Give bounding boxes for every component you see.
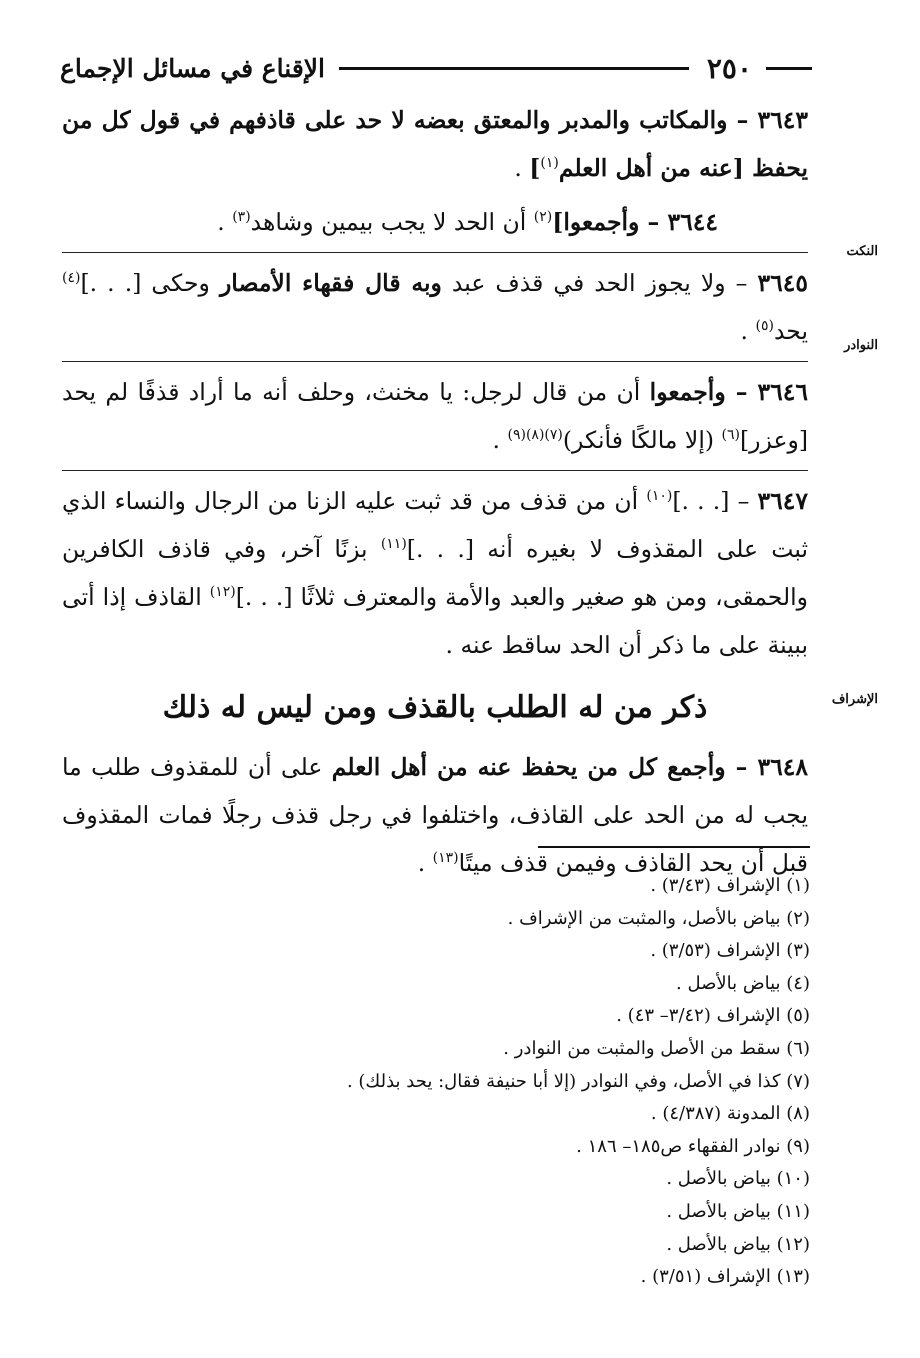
paragraph-bold-text: في قول كل من يحفظ [عنه من أهل العلم <box>62 106 808 182</box>
footnote: (١٢) بياض بالأصل . <box>666 1233 810 1255</box>
footnote-ref: (١٣) <box>432 850 459 867</box>
paragraph-bold-text: – وأجمع كل من يحفظ عنه من أهل العلم <box>331 753 758 781</box>
side-label-ishraf: الإشراف <box>831 692 878 707</box>
footnotes <box>250 870 810 1294</box>
paragraph-end: . <box>740 317 756 345</box>
paragraph-3643 <box>62 96 808 192</box>
footnote: (١٠) بياض بالأصل . <box>666 1168 810 1190</box>
paragraph-end: . <box>492 426 508 454</box>
paragraph-text: أن الحد لا يجب بيمين وشاهد <box>250 208 534 236</box>
paragraph-bold-text: وبه قال فقهاء الأمصار <box>219 269 442 297</box>
footnote-ref: (١) <box>540 155 559 172</box>
paragraph-number: ٣٦٤٧ <box>757 487 808 515</box>
page-number: ٢٥٠ <box>706 51 752 85</box>
footnote: (٩) نوادر الفقهاء ص١٨٥– ١٨٦ . <box>576 1135 810 1157</box>
main-text <box>62 96 808 893</box>
paragraph-3645 <box>62 259 808 355</box>
footnote-ref: (٧)(٨)(٩) <box>507 427 563 444</box>
footnote: (٨) المدونة (٤/٣٨٧) . <box>650 1103 810 1125</box>
side-label-nukat: النكت <box>846 244 878 259</box>
paragraph-end: . <box>217 208 233 236</box>
paragraph-number: ٣٦٤٨ <box>757 753 808 781</box>
paragraph-text: أن من قال لرجل: يا مخنث، وحلف أنه ما أراد قذفًا لم يحد [وعزر] <box>62 378 808 454</box>
footnote-ref: (٥) <box>755 318 774 335</box>
footnote-separator <box>538 846 810 848</box>
footnote-ref: (٦) <box>721 427 740 444</box>
paragraph-number: ٣٦٤٤ <box>667 208 718 236</box>
paragraph-bold-text: – وأجمعوا] <box>552 208 668 236</box>
paragraph-3647 <box>62 477 808 669</box>
footnote: (٣) الإشراف (٣/٥٣) . <box>650 940 810 962</box>
paragraph-rule <box>62 470 808 471</box>
header-dash <box>766 67 812 70</box>
paragraph-rule <box>62 361 808 362</box>
footnote: (١٣) الإشراف (٣/٥١) . <box>640 1266 810 1288</box>
footnote-ref: (١٠) <box>646 488 673 505</box>
footnote: (١١) بياض بالأصل . <box>666 1200 810 1222</box>
paragraph-end: . <box>514 154 530 182</box>
paragraph-text: – [. . .] <box>672 487 758 515</box>
paragraph-text: – ولا يجوز الحد في قذف عبد <box>441 269 758 297</box>
header-rule <box>339 67 689 70</box>
footnote: (٤) بياض بالأصل . <box>676 972 810 994</box>
paragraph-end: . <box>417 849 433 877</box>
paragraph-3648 <box>62 743 808 887</box>
footnote-ref: (٢) <box>533 209 553 226</box>
paragraph-text: أن من قذف من قد ثبت عليه الزنا من الرجال والنساء الذي ثبت على المقذوف لا بغيره أنه [. . .] <box>62 487 808 563</box>
paragraph-text: على أن للمقذوف طلب ما يجب له من الحد على القاذف، واختلفوا في رجل قذف رجلًا فمات المقذوف قبل أن يحد القاذف وفيمن قذف ميتًا <box>62 753 808 877</box>
paragraph-rule <box>62 252 808 253</box>
footnote: (٥) الإشراف (٣/٤٢– ٤٣) . <box>616 1005 810 1027</box>
paragraph-text: يحد <box>773 317 808 345</box>
paragraph-number: ٣٦٤٥ <box>757 269 808 297</box>
footnote: (٧) كذا في الأصل، وفي النوادر (إلا أبا حنيفة فقال: يحد بذلك) . <box>346 1070 810 1092</box>
book-title: الإقناع في مسائل الإجماع <box>60 53 325 83</box>
paragraph-text: – والمكاتب والمدبر والمعتق بعضه لا حد على قاذفهم <box>220 106 758 134</box>
paragraph-text: (إلا مالكًا فأنكر) <box>562 426 722 454</box>
paragraph-3646 <box>62 368 808 464</box>
paragraph-number: ٣٦٤٦ <box>757 378 808 406</box>
paragraph-bold-text: ] <box>529 154 541 182</box>
footnote: (٦) سقط من الأصل والمثبت من النوادر . <box>503 1037 810 1059</box>
footnote-ref: (٤) <box>62 270 81 287</box>
footnote: (٢) بياض بالأصل، والمثبت من الإشراف . <box>507 907 810 929</box>
paragraph-number: ٣٦٤٣ <box>757 106 808 134</box>
paragraph-text: بزنًا آخر، وفي قاذف الكافرين والحمقى، ومن هو صغير والعبد والأمة والمعترف ثلاثًا [. . .] <box>62 535 809 611</box>
paragraph-text: وحكى [. . .] <box>80 269 220 297</box>
running-header <box>60 48 812 88</box>
paragraph-bold-text: – وأجمعوا <box>649 378 758 406</box>
paragraph-text: القاذف إذا أتى ببينة على ما ذكر أن الحد ساقط عنه . <box>62 583 808 659</box>
footnote-ref: (١٢) <box>209 584 236 601</box>
footnote: (١) الإشراف (٣/٤٣) . <box>650 875 810 896</box>
side-label-nawadir: النوادر <box>844 338 878 353</box>
paragraph-3644 <box>62 198 808 246</box>
section-heading: ذكر من له الطلب بالقذف ومن ليس له ذلك <box>162 690 708 725</box>
footnote-ref: (١١) <box>380 536 407 553</box>
footnote-ref: (٣) <box>232 209 251 226</box>
